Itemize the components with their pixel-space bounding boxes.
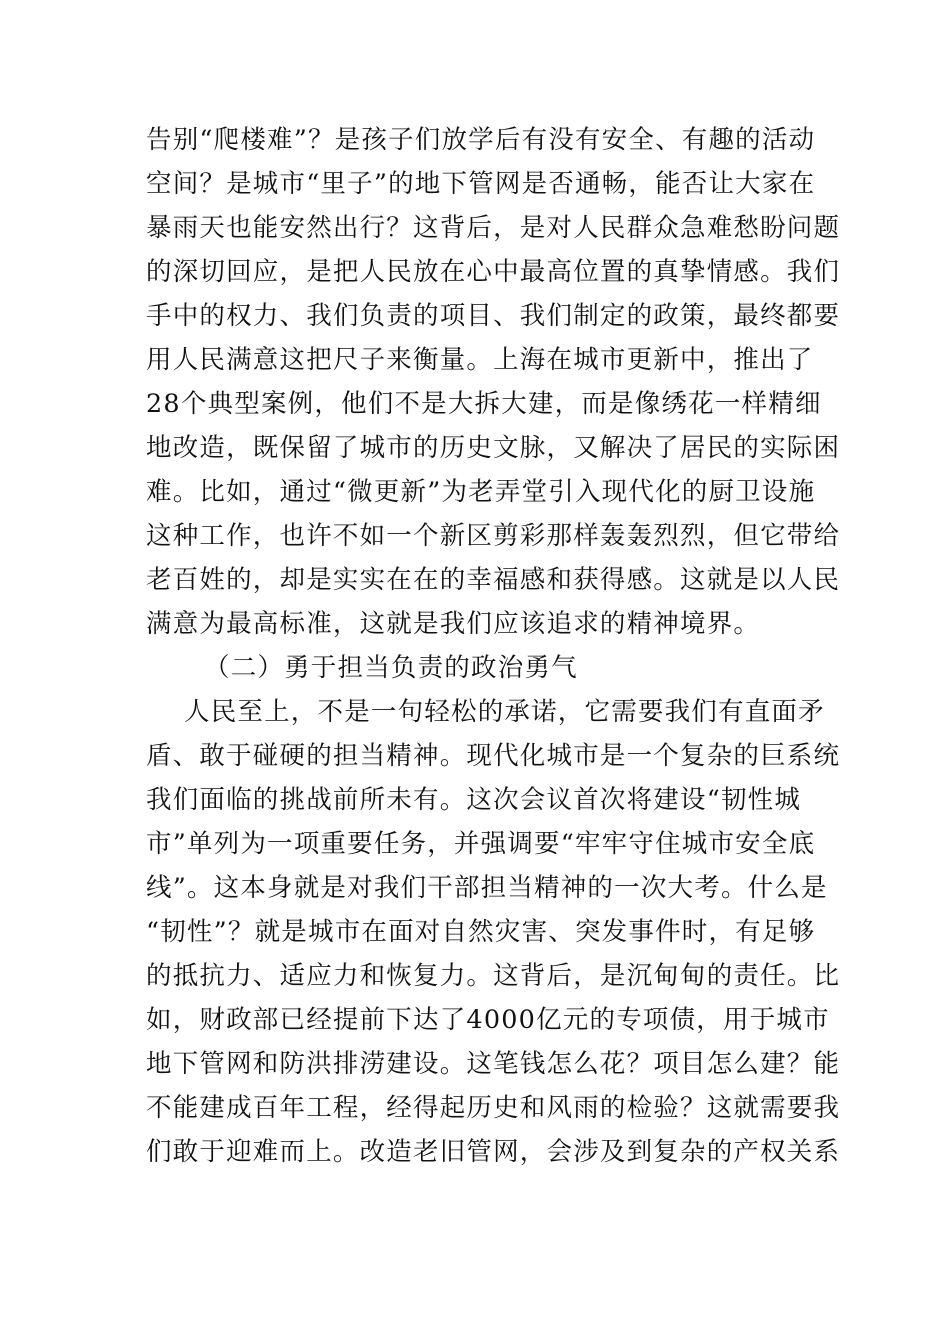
text-line: 如，财政部已经提前下达了4000亿元的专项债，用于城市 — [146, 1005, 830, 1035]
text-line: 老百姓的，却是实实在在的幸福感和获得感。这就是以人民 — [146, 565, 841, 595]
text-line: 地下管网和防洪排涝建设。这笔钱怎么花？项目怎么建？能 — [146, 1049, 841, 1079]
text-line: 不能建成百年工程，经得起历史和风雨的检验？这就需要我 — [146, 1093, 841, 1123]
text-line: 线”。这本身就是对我们干部担当精神的一次大考。什么是 — [146, 873, 828, 903]
text-line: 满意为最高标准，这就是我们应该追求的精神境界。 — [146, 609, 761, 639]
text-line: 难。比如，通过“微更新”为老弄堂引入现代化的厨卫设施 — [146, 477, 816, 507]
text-line: 的深切回应，是把人民放在心中最高位置的真挚情感。我们 — [146, 257, 841, 287]
text-line: 用人民满意这把尺子来衡量。上海在城市更新中，推出了 — [146, 345, 814, 375]
text-line: 的抵抗力、适应力和恢复力。这背后，是沉甸甸的责任。比 — [146, 961, 841, 991]
text-line: 市”单列为一项重要任务，并强调要“牢牢守住城市安全底 — [146, 829, 816, 859]
text-line: 暴雨天也能安然出行？这背后，是对人民群众急难愁盼问题 — [146, 213, 841, 243]
text-line: 地改造，既保留了城市的历史文脉，又解决了居民的实际困 — [146, 433, 841, 463]
text-line: 告别“爬楼难”？是孩子们放学后有没有安全、有趣的活动 — [146, 125, 816, 155]
text-line: 手中的权力、我们负责的项目、我们制定的政策，最终都要 — [146, 301, 841, 331]
text-line: 盾、敢于碰硬的担当精神。现代化城市是一个复杂的巨系统 — [146, 741, 841, 771]
paragraph-first-line: 人民至上，不是一句轻松的承诺，它需要我们有直面矛 — [184, 697, 825, 727]
text-line: 28个典型案例，他们不是大拆大建，而是像绣花一样精细 — [146, 389, 822, 419]
text-line: 空间？是城市“里子”的地下管网是否通畅，能否让大家在 — [146, 169, 816, 199]
text-line: “韧性”？就是城市在面对自然灾害、突发事件时，有足够 — [146, 917, 816, 947]
text-line: 这种工作，也许不如一个新区剪彩那样轰轰烈烈，但它带给 — [146, 521, 841, 551]
text-line: 们敢于迎难而上。改造老旧管网，会涉及到复杂的产权关系 — [146, 1137, 841, 1167]
section-heading: （二）勇于担当负责的政治勇气 — [204, 653, 578, 683]
text-line: 我们面临的挑战前所未有。这次会议首次将建设“韧性城 — [146, 785, 802, 815]
